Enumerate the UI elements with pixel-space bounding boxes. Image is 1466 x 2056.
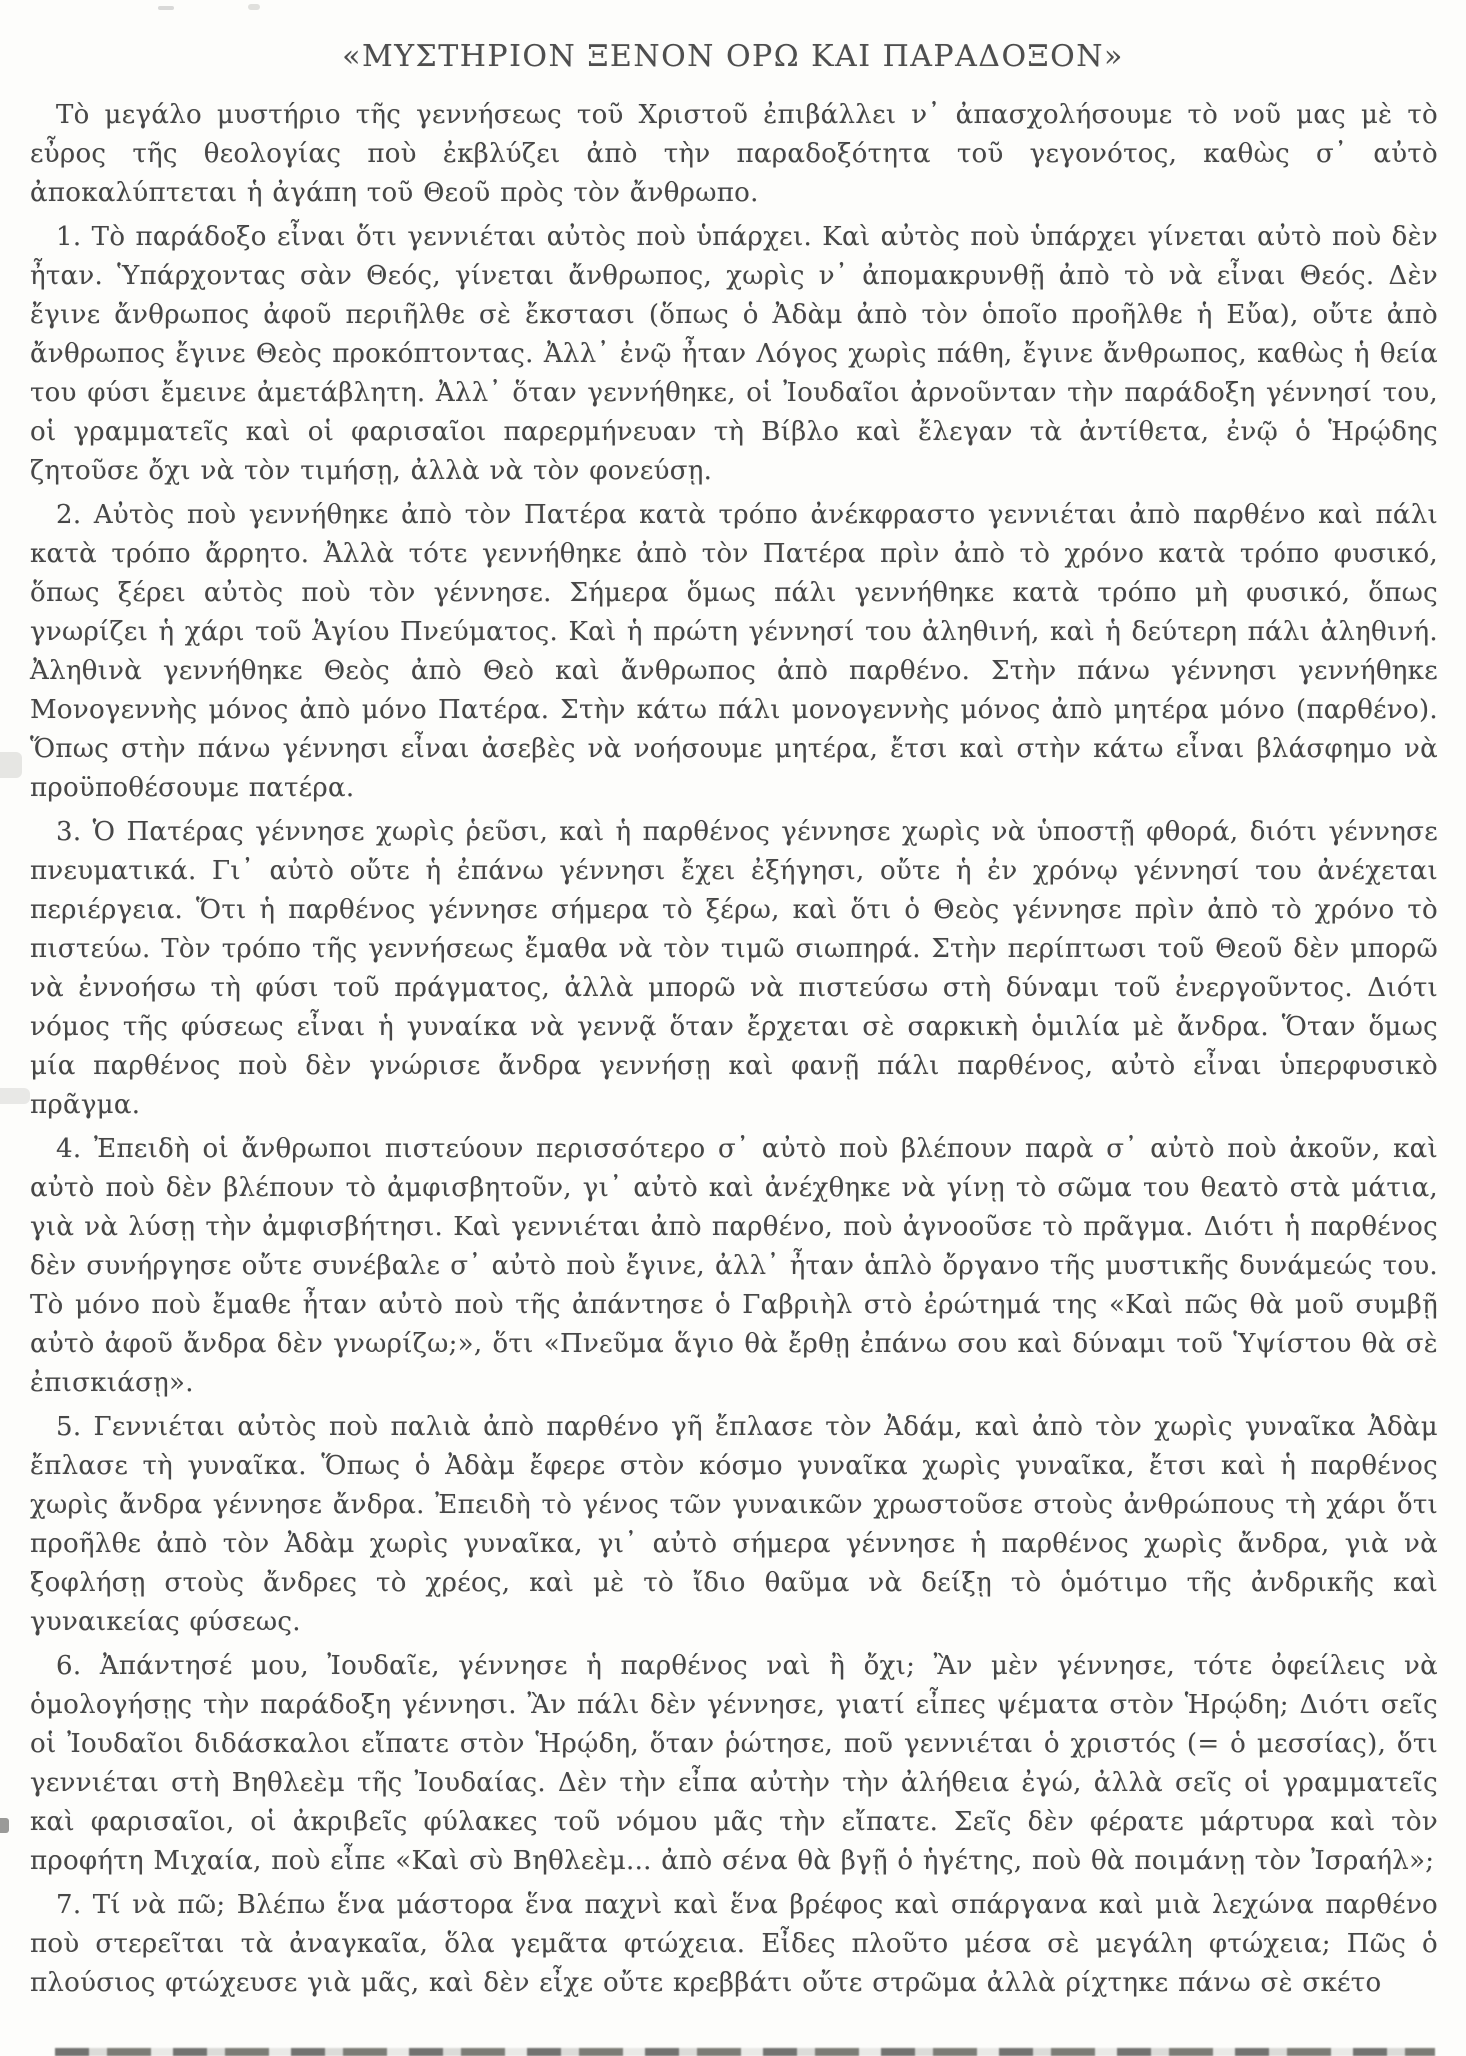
- scan-cutoff-text-line: [55, 2048, 1435, 2056]
- paragraph-7: 7. Τί νὰ πῶ; Βλέπω ἕνα μάστορα ἕνα παχνὶ καὶ ἕνα βρέφος καὶ σπάργανα καὶ μιὰ λεχώνα παρθένο ποὺ στερεῖται τὰ ἀναγκαῖα, ὅλα γεμᾶτα φτώχεια. Εἶδες πλοῦτο μέσα σὲ μεγάλη φτώχεια; Πῶς ὁ πλούσιος φτώχευσε γιὰ μᾶς, καὶ δὲν εἶχε οὔτε κρεββάτι οὔτε στρῶμα ἀλλὰ ρίχτηκε πάνω σὲ σκέτο: [30, 1890, 1438, 1998]
- paragraph-3: 3. Ὁ Πατέρας γέννησε χωρὶς ῥεῦσι, καὶ ἡ παρθένος γέννησε χωρὶς νὰ ὑποστῇ φθορά, διότι γέννησε πνευματικά. Γι᾽ αὐτὸ οὔτε ἡ ἐπάνω γέννησι ἔχει ἐξήγησι, οὔτε ἡ ἐν χρόνῳ γέννησί του ἀνέχεται περιέργεια. Ὅτι ἡ παρθένος γέννησε σήμερα τὸ ξέρω, καὶ ὅτι ὁ Θεὸς γέννησε πρὶν ἀπὸ τὸ χρόνο τὸ πιστεύω. Τὸν τρόπο τῆς γεννήσεως ἔμαθα νὰ τὸν τιμῶ σιωπηρά. Στὴν περίπτωσι τοῦ Θεοῦ δὲν μπορῶ νὰ ἐννοήσω τὴ φύσι τοῦ πράγματος, ἀλλὰ μπορῶ νὰ πιστεύσω στὴ δύναμι τοῦ ἐνεργοῦντος. Διότι νόμος τῆς φύσεως εἶναι ἡ γυναίκα νὰ γεννᾷ ὅταν ἔρχεται σὲ σαρκικὴ ὁμιλία μὲ ἄνδρα. Ὅταν ὅμως μία παρθένος ποὺ δὲν γνώρισε ἄνδρα γεννήσῃ καὶ φανῇ πάλι παρθένος, αὐτὸ εἶναι ὑπερφυσικὸ πρᾶγμα.: [30, 817, 1438, 1120]
- paragraph-2: 2. Αὐτὸς ποὺ γεννήθηκε ἀπὸ τὸν Πατέρα κατὰ τρόπο ἀνέκφραστο γεννιέται ἀπὸ παρθένο καὶ πάλι κατὰ τρόπο ἄρρητο. Ἀλλὰ τότε γεννήθηκε ἀπὸ τὸν Πατέρα πρὶν ἀπὸ τὸ χρόνο κατὰ τρόπο φυσικό, ὅπως ξέρει αὐτὸς ποὺ τὸν γέννησε. Σήμερα ὅμως πάλι γεννήθηκε κατὰ τρόπο μὴ φυσικό, ὅπως γνωρίζει ἡ χάρι τοῦ Ἁγίου Πνεύματος. Καὶ ἡ πρώτη γέννησί του ἀληθινή, καὶ ἡ δεύτερη πάλι ἀληθινή. Ἀληθινὰ γεννήθηκε Θεὸς ἀπὸ Θεὸ καὶ ἄνθρωπος ἀπὸ παρθένο. Στὴν πάνω γέννησι γεννήθηκε Μονογεννὴς μόνος ἀπὸ μόνο Πατέρα. Στὴν κάτω πάλι μονογεννὴς μόνος ἀπὸ μητέρα μόνο (παρθένο). Ὅπως στὴν πάνω γέννησι εἶναι ἀσεβὲς νὰ νοήσουμε μητέρα, ἔτσι καὶ στὴν κάτω εἶναι βλάσφημο νὰ προϋποθέσουμε πατέρα.: [30, 500, 1438, 803]
- paragraph-4: 4. Ἐπειδὴ οἱ ἄνθρωποι πιστεύουν περισσότερο σ᾽ αὐτὸ ποὺ βλέπουν παρὰ σ᾽ αὐτὸ ποὺ ἀκοῦν, καὶ αὐτὸ ποὺ δὲν βλέπουν τὸ ἀμφισβητοῦν, γι᾽ αὐτὸ καὶ ἀνέχθηκε νὰ γίνῃ τὸ σῶμα του θεατὸ στὰ μάτια, γιὰ νὰ λύσῃ τὴν ἀμφισβήτησι. Καὶ γεννιέται ἀπὸ παρθένο, ποὺ ἀγνοοῦσε τὸ πρᾶγμα. Διότι ἡ παρθένος δὲν συνήργησε οὔτε συνέβαλε σ᾽ αὐτὸ ποὺ ἔγινε, ἀλλ᾽ ἦταν ἁπλὸ ὄργανο τῆς μυστικῆς δυνάμεώς του. Τὸ μόνο ποὺ ἔμαθε ἦταν αὐτὸ ποὺ τῆς ἀπάντησε ὁ Γαβριὴλ στὸ ἐρώτημά της «Καὶ πῶς θὰ μοῦ συμβῇ αὐτὸ ἀφοῦ ἄνδρα δὲν γνωρίζω;», ὅτι «Πνεῦμα ἅγιο θὰ ἔρθῃ ἐπάνω σου καὶ δύναμι τοῦ Ὑψίστου θὰ σὲ ἐπισκιάσῃ».: [30, 1134, 1438, 1398]
- paragraph-6: 6. Ἀπάντησέ μου, Ἰουδαῖε, γέννησε ἡ παρθένος ναὶ ἢ ὄχι; Ἂν μὲν γέννησε, τότε ὀφείλεις νὰ ὁμολογήσῃς τὴν παράδοξη γέννησι. Ἂν πάλι δὲν γέννησε, γιατί εἶπες ψέματα στὸν Ἡρῴδη; Διότι σεῖς οἱ Ἰουδαῖοι διδάσκαλοι εἴπατε στὸν Ἡρῴδη, ὅταν ῥώτησε, ποῦ γεννιέται ὁ χριστός (= ὁ μεσσίας), ὅτι γεννιέται στὴ Βηθλεὲμ τῆς Ἰουδαίας. Δὲν τὴν εἶπα αὐτὴν τὴν ἀλήθεια ἐγώ, ἀλλὰ σεῖς οἱ γραμματεῖς καὶ φαρισαῖοι, οἱ ἀκριβεῖς φύλακες τοῦ νόμου μᾶς τὴν εἴπατε. Σεῖς δὲν φέρατε μάρτυρα καὶ τὸν προφήτη Μιχαία, ποὺ εἶπε «Καὶ σὺ Βηθλεὲμ... ἀπὸ σένα θὰ βγῇ ὁ ἡγέτης, ποὺ θὰ ποιμάνῃ τὸν Ἰσραήλ»;: [30, 1651, 1438, 1876]
- paragraph-5: 5. Γεννιέται αὐτὸς ποὺ παλιὰ ἀπὸ παρθένο γῆ ἔπλασε τὸν Ἀδάμ, καὶ ἀπὸ τὸν χωρὶς γυναῖκα Ἀδὰμ ἔπλασε τὴ γυναῖκα. Ὅπως ὁ Ἀδὰμ ἔφερε στὸν κόσμο γυναῖκα χωρὶς γυναῖκα, ἔτσι καὶ ἡ παρθένος χωρὶς ἄνδρα γέννησε ἄνδρα. Ἐπειδὴ τὸ γένος τῶν γυναικῶν χρωστοῦσε στοὺς ἀνθρώπους τὴ χάρι ὅτι προῆλθε ἀπὸ τὸν Ἀδὰμ χωρὶς γυναῖκα, γι᾽ αὐτὸ σήμερα γέννησε ἡ παρθένος χωρὶς ἄνδρα, γιὰ νὰ ξοφλήσῃ στοὺς ἄνδρες τὸ χρέος, καὶ μὲ τὸ ἴδιο θαῦμα νὰ δείξῃ τὸ ὁμότιμο τῆς ἀνδρικῆς καὶ γυναικείας φύσεως.: [30, 1412, 1438, 1637]
- paragraph-intro: Τὸ μεγάλο μυστήριο τῆς γεννήσεως τοῦ Χριστοῦ ἐπιβάλλει ν᾽ ἀπασχολήσουμε τὸ νοῦ μας μὲ τὸ εὖρος τῆς θεολογίας ποὺ ἐκβλύζει ἀπὸ τὴν παραδοξότητα τοῦ γεγονότος, καθὼς σ᾽ αὐτὸ ἀποκαλύπτεται ἡ ἀγάπη τοῦ Θεοῦ πρὸς τὸν ἄνθρωπο.: [30, 100, 1438, 208]
- scan-edge-mark: [0, 1088, 30, 1104]
- scan-speck: [158, 6, 174, 10]
- scan-edge-mark: [0, 1818, 9, 1833]
- scan-speck: [248, 4, 260, 10]
- page-title: «ΜΥΣΤΗΡΙΟΝ ΞΕΝΟΝ ΟΡΩ ΚΑΙ ΠΑΡΑΔΟΞΟΝ»: [342, 39, 1124, 74]
- document-body: [0, 74, 1466, 2003]
- paragraph-1: 1. Τὸ παράδοξο εἶναι ὅτι γεννιέται αὐτὸς ποὺ ὑπάρχει. Καὶ αὐτὸς ποὺ ὑπάρχει γίνεται αὐτὸ ποὺ δὲν ἦταν. Ὑπάρχοντας σὰν Θεός, γίνεται ἄνθρωπος, χωρὶς ν᾽ ἀπομακρυνθῇ ἀπὸ τὸ νὰ εἶναι Θεός. Δὲν ἔγινε ἄνθρωπος ἀφοῦ περιῆλθε σὲ ἔκστασι (ὅπως ὁ Ἀδὰμ ἀπὸ τὸν ὁποῖο προῆλθε ἡ Εὔα), οὔτε ἀπὸ ἄνθρωπος ἔγινε Θεὸς προκόπτοντας. Ἀλλ᾽ ἐνῷ ἦταν Λόγος χωρὶς πάθη, ἔγινε ἄνθρωπος, καθὼς ἡ θεία του φύσι ἔμεινε ἀμετάβλητη. Ἀλλ᾽ ὅταν γεννήθηκε, οἱ Ἰουδαῖοι ἀρνοῦνταν τὴν παράδοξη γέννησί του, οἱ γραμματεῖς καὶ οἱ φαρισαῖοι παρερμήνευαν τὴ Βίβλο καὶ ἔλεγαν τὰ ἀντίθετα, ἐνῷ ὁ Ἡρῴδης ζητοῦσε ὄχι νὰ τὸν τιμήσῃ, ἀλλὰ νὰ τὸν φονεύσῃ.: [30, 222, 1438, 486]
- scan-edge-mark: [0, 752, 22, 778]
